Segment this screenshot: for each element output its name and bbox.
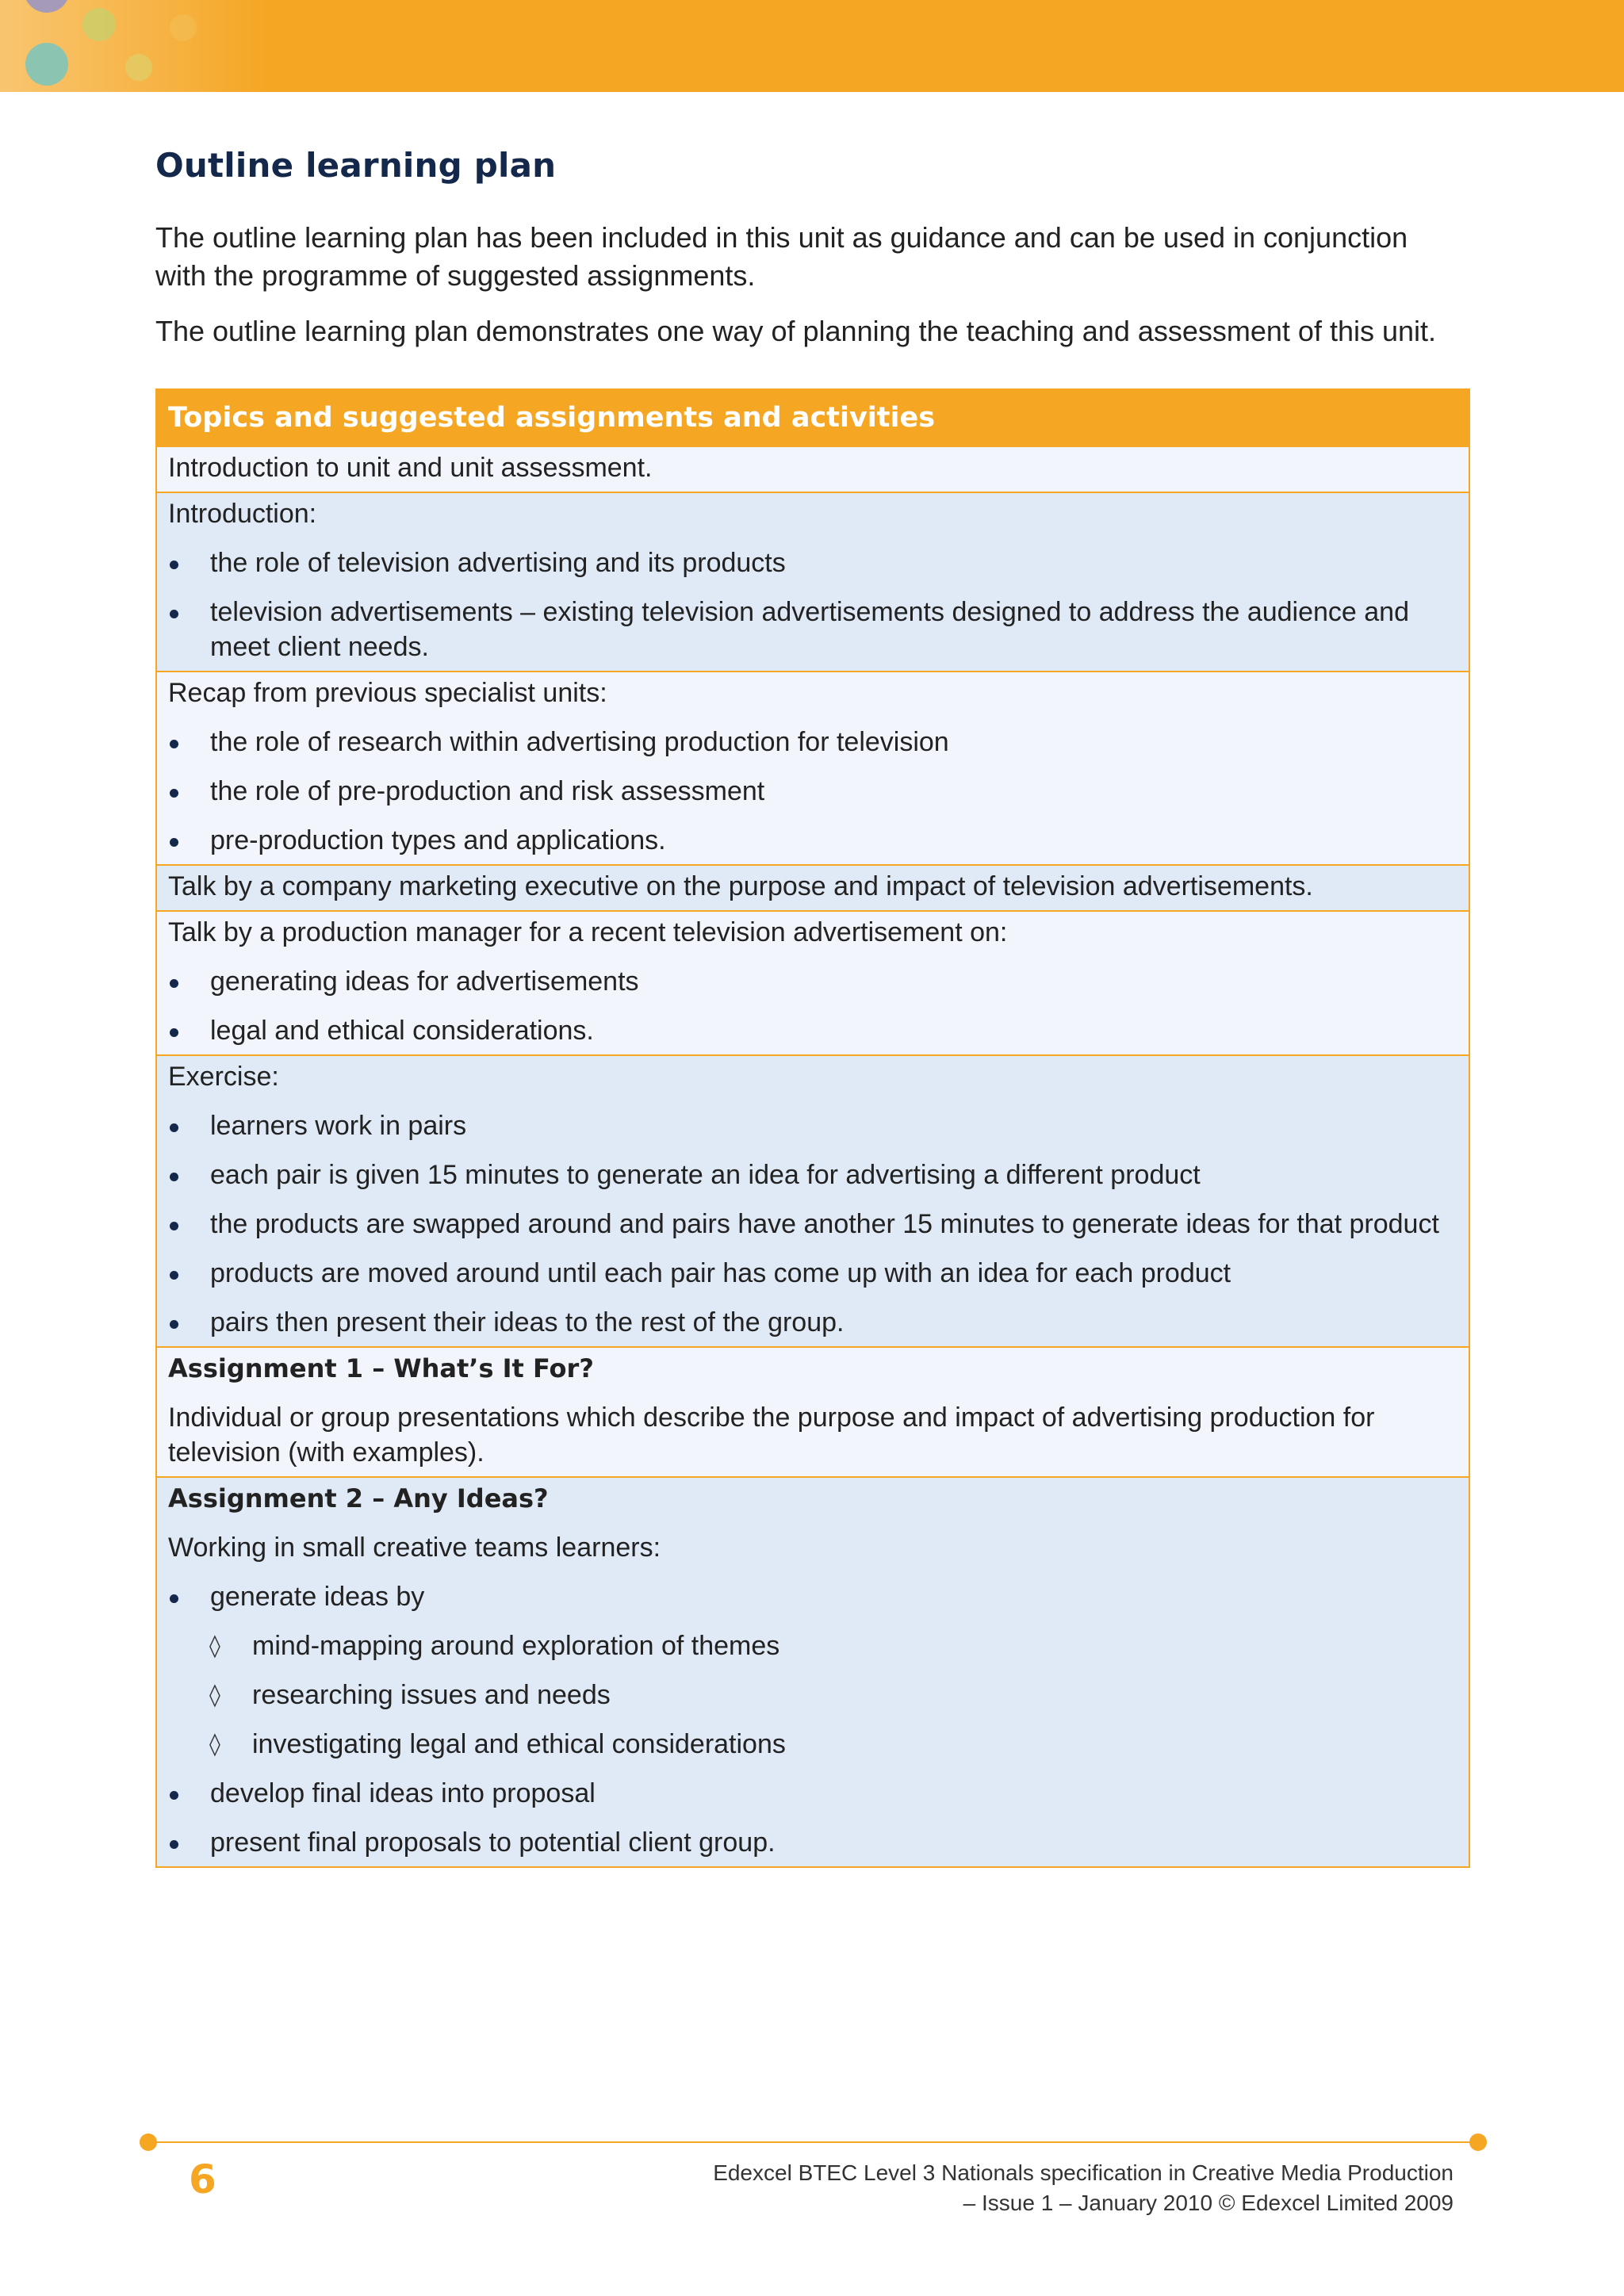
- row-heading: Recap from previous specialist units:: [168, 678, 607, 708]
- bullet-icon: [170, 979, 178, 988]
- footer-line-2: – Issue 1 – January 2010 © Edexcel Limited 2009: [963, 2191, 1454, 2215]
- assignment-title: Assignment 2 – Any Ideas?: [168, 1483, 549, 1513]
- sub-list-item: ◊ investigating legal and ethical considerations: [168, 1727, 1457, 1762]
- footer-citation: [713, 2158, 1454, 2218]
- row-text: Talk by a company marketing executive on the purpose and impact of television advertisements.: [168, 871, 1313, 901]
- intro-paragraph-1: The outline learning plan has been included in this unit as guidance and can be used in conjunction with the programme of suggested assignments.: [155, 221, 1408, 292]
- header-banner: [0, 0, 1624, 92]
- list-item: legal and ethical considerations.: [168, 1013, 1457, 1048]
- table-row: [157, 1054, 1469, 1346]
- bullet-icon: [170, 1173, 178, 1181]
- bullet-icon: [170, 610, 178, 618]
- list-item: pre-production types and applications.: [168, 823, 1457, 858]
- table-header: Topics and suggested assignments and activities: [157, 390, 1469, 446]
- list-item: each pair is given 15 minutes to generate an idea for advertising a different product: [168, 1158, 1457, 1192]
- footer-divider-cap-left: [140, 2133, 157, 2151]
- decorative-dot-green: [82, 8, 116, 41]
- list-item: the role of pre-production and risk assessment: [168, 774, 1457, 809]
- assignment-title: Assignment 1 – What’s It For?: [168, 1353, 594, 1383]
- list-item: generating ideas for advertisements: [168, 964, 1457, 999]
- table-row: [157, 446, 1469, 492]
- diamond-icon: ◊: [209, 1731, 220, 1757]
- table-row: [157, 864, 1469, 910]
- decorative-dot-teal: [25, 43, 68, 86]
- table-row: [157, 671, 1469, 864]
- sub-list-item: ◊ researching issues and needs: [168, 1678, 1457, 1712]
- table-row: [157, 1346, 1469, 1476]
- bullet-icon: [170, 740, 178, 748]
- row-heading: Talk by a production manager for a recent television advertisement on:: [168, 917, 1008, 947]
- bullet-icon: [170, 1028, 178, 1037]
- bullet-icon: [170, 838, 178, 847]
- table-row: [157, 1476, 1469, 1866]
- bullet-icon: [170, 1320, 178, 1329]
- page-number: 6: [189, 2156, 216, 2202]
- bullet-icon: [170, 1271, 178, 1280]
- bullet-icon: [170, 1594, 178, 1603]
- table-row: [157, 910, 1469, 1054]
- list-item: television advertisements – existing television advertisements designed to address the audience and meet client needs.: [168, 595, 1457, 664]
- decorative-dot-lightgreen: [125, 54, 152, 81]
- row-heading: Introduction:: [168, 499, 317, 529]
- list-item: the role of television advertising and its products: [168, 545, 1457, 580]
- diamond-icon: ◊: [209, 1682, 220, 1708]
- bullet-icon: [170, 561, 178, 569]
- footer-line-1: Edexcel BTEC Level 3 Nationals specification in Creative Media Production: [713, 2160, 1454, 2185]
- list-item: learners work in pairs: [168, 1108, 1457, 1143]
- learning-plan-table: [155, 388, 1470, 1868]
- row-heading: Working in small creative teams learners:: [168, 1533, 661, 1563]
- footer-divider-cap-right: [1469, 2133, 1487, 2151]
- list-item: the role of research within advertising production for television: [168, 725, 1457, 760]
- table-row: [157, 492, 1469, 671]
- page-title: Outline learning plan: [155, 146, 557, 185]
- bullet-icon: [170, 789, 178, 798]
- list-item: generate ideas by: [168, 1579, 1457, 1614]
- diamond-icon: ◊: [209, 1632, 220, 1659]
- decorative-dot-faint: [170, 14, 197, 41]
- row-heading: Exercise:: [168, 1062, 279, 1092]
- list-item: pairs then present their ideas to the rest of the group.: [168, 1305, 1457, 1340]
- bullet-icon: [170, 1222, 178, 1230]
- list-item: develop final ideas into proposal: [168, 1776, 1457, 1811]
- sub-list-item: ◊ mind-mapping around exploration of themes: [168, 1628, 1457, 1663]
- bullet-icon: [170, 1123, 178, 1132]
- row-text: Individual or group presentations which describe the purpose and impact of advertising production for television (with examples).: [168, 1402, 1375, 1468]
- bullet-icon: [170, 1840, 178, 1849]
- list-item: present final proposals to potential client group.: [168, 1825, 1457, 1860]
- row-text: Introduction to unit and unit assessment.: [168, 453, 653, 483]
- list-item: products are moved around until each pair has come up with an idea for each product: [168, 1256, 1457, 1291]
- intro-paragraph-2: The outline learning plan demonstrates one way of planning the teaching and assessment of this unit.: [155, 315, 1437, 347]
- list-item: the products are swapped around and pairs have another 15 minutes to generate ideas for that product: [168, 1207, 1457, 1242]
- footer-divider: [147, 2141, 1478, 2143]
- bullet-icon: [170, 1791, 178, 1800]
